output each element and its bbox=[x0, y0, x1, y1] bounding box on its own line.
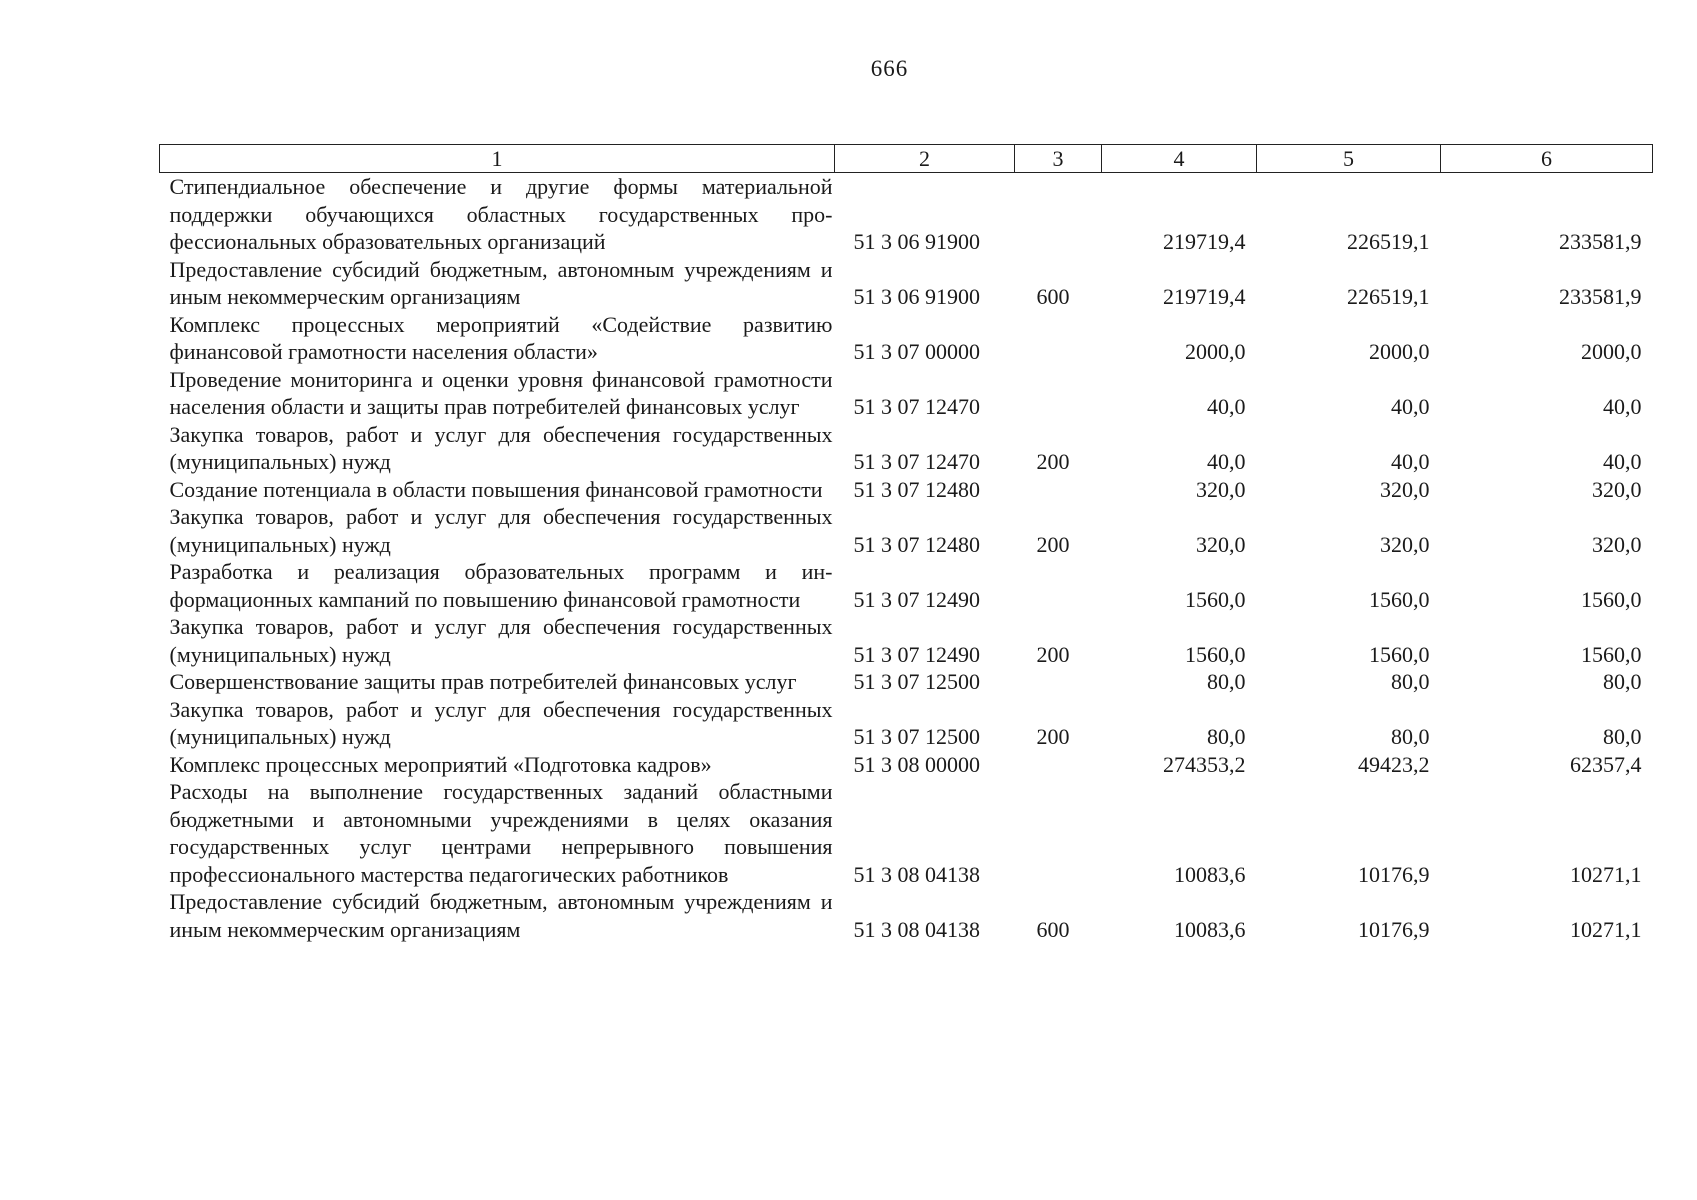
row-amount-4: 219719,4 bbox=[1163, 229, 1246, 254]
row-amount-4: 10083,6 bbox=[1174, 916, 1246, 942]
row-name: Расходы на выполнение государственных заданий областными бюджетными и автономными учреждениями в целях оказания государственных услуг центрами непрерывного повышения профессионального мастерства педагогических работников bbox=[169, 779, 833, 887]
row-amount-4: 219719,4 bbox=[1163, 284, 1246, 309]
column-header-2: 2 bbox=[835, 145, 1015, 173]
row-name: Закупка товаров, работ и услуг для обеспечения государственных (муниципальных) нужд bbox=[169, 696, 833, 749]
column-header-3: 3 bbox=[1015, 145, 1102, 173]
row-amount-4: 10083,6 bbox=[1174, 861, 1246, 887]
row-amount-5: 320,0 bbox=[1380, 476, 1430, 502]
row-name: Комплекс процессных мероприятий «Содействие развитию финансовой грамотности населения области» bbox=[169, 311, 833, 364]
row-amount-5: 226519,1 bbox=[1347, 284, 1430, 309]
column-header-1: 1 bbox=[160, 145, 835, 173]
row-amount-5: 2000,0 bbox=[1369, 339, 1430, 364]
row-amount-6: 80,0 bbox=[1603, 724, 1642, 749]
row-amount-4: 1560,0 bbox=[1185, 586, 1246, 612]
row-name: Совершенствование защиты прав потребителей финансовых услуг bbox=[169, 669, 797, 694]
table-row bbox=[160, 751, 1653, 779]
row-code: 51 3 07 12500 bbox=[853, 724, 980, 749]
row-code: 51 3 06 91900 bbox=[853, 284, 980, 309]
table-row bbox=[160, 256, 1653, 311]
row-amount-5: 320,0 bbox=[1380, 531, 1430, 557]
row-code: 51 3 07 12490 bbox=[853, 586, 980, 612]
row-expense-type bbox=[1015, 366, 1102, 421]
budget-table bbox=[159, 144, 1653, 943]
row-code: 51 3 08 04138 bbox=[853, 916, 980, 942]
row-amount-6: 1560,0 bbox=[1581, 586, 1642, 612]
row-amount-6: 320,0 bbox=[1592, 476, 1642, 502]
row-amount-5: 10176,9 bbox=[1358, 916, 1430, 942]
row-expense-type bbox=[1015, 668, 1102, 696]
row-amount-6: 10271,1 bbox=[1570, 916, 1642, 942]
row-name: Предоставление субсидий бюджетным, автономным учреждениям и иным некоммерческим организациям bbox=[169, 256, 833, 309]
table-row bbox=[160, 503, 1653, 558]
row-code: 51 3 08 00000 bbox=[853, 751, 980, 777]
row-code: 51 3 07 12470 bbox=[853, 394, 980, 419]
row-amount-5: 40,0 bbox=[1391, 394, 1430, 419]
table-row bbox=[160, 366, 1653, 421]
row-expense-type bbox=[1015, 173, 1102, 256]
row-amount-4: 2000,0 bbox=[1185, 339, 1246, 364]
row-amount-6: 40,0 bbox=[1603, 449, 1642, 474]
row-amount-4: 320,0 bbox=[1196, 476, 1246, 502]
column-header-6: 6 bbox=[1441, 145, 1653, 173]
row-expense-type: 600 bbox=[1036, 916, 1070, 942]
table-row bbox=[160, 558, 1653, 613]
row-amount-5: 80,0 bbox=[1391, 669, 1430, 694]
row-code: 51 3 07 12500 bbox=[853, 669, 980, 694]
row-amount-6: 80,0 bbox=[1603, 669, 1642, 694]
row-expense-type: 200 bbox=[1036, 449, 1070, 474]
row-amount-4: 40,0 bbox=[1207, 449, 1246, 474]
row-name: Проведение мониторинга и оценки уровня финансовой грамотности населения области и защиты прав потребителей финансовых услуг bbox=[169, 366, 833, 419]
row-code: 51 3 07 12490 bbox=[853, 641, 980, 667]
row-code: 51 3 07 00000 bbox=[853, 339, 980, 364]
column-header-4: 4 bbox=[1102, 145, 1257, 173]
row-amount-6: 62357,4 bbox=[1570, 751, 1642, 777]
row-amount-6: 40,0 bbox=[1603, 394, 1642, 419]
table-body bbox=[160, 173, 1653, 944]
row-name: Закупка товаров, работ и услуг для обеспечения государственных (муниципальных) нужд bbox=[169, 421, 833, 474]
row-name: Создание потенциала в области повышения финансовой грамотности bbox=[169, 476, 823, 502]
row-expense-type bbox=[1015, 311, 1102, 366]
row-amount-6: 2000,0 bbox=[1581, 339, 1642, 364]
row-amount-6: 320,0 bbox=[1592, 531, 1642, 557]
row-name: Комплекс процессных мероприятий «Подготовка кадров» bbox=[169, 751, 712, 777]
table-row bbox=[160, 421, 1653, 476]
row-amount-4: 80,0 bbox=[1207, 724, 1246, 749]
row-code: 51 3 08 04138 bbox=[853, 861, 980, 887]
row-amount-4: 1560,0 bbox=[1185, 641, 1246, 667]
row-code: 51 3 06 91900 bbox=[853, 229, 980, 254]
table-row bbox=[160, 613, 1653, 668]
row-code: 51 3 07 12480 bbox=[853, 531, 980, 557]
table-row bbox=[160, 888, 1653, 943]
row-code: 51 3 07 12480 bbox=[853, 476, 980, 502]
table-row bbox=[160, 696, 1653, 751]
row-expense-type bbox=[1015, 476, 1102, 504]
row-amount-4: 80,0 bbox=[1207, 669, 1246, 694]
row-name: Закупка товаров, работ и услуг для обеспечения государственных (муниципальных) нужд bbox=[169, 504, 833, 557]
row-expense-type: 200 bbox=[1036, 641, 1070, 667]
row-expense-type: 600 bbox=[1036, 284, 1070, 309]
row-expense-type bbox=[1015, 558, 1102, 613]
table-row bbox=[160, 173, 1653, 256]
row-amount-4: 274353,2 bbox=[1163, 751, 1246, 777]
row-amount-5: 226519,1 bbox=[1347, 229, 1430, 254]
row-amount-5: 40,0 bbox=[1391, 449, 1430, 474]
row-name: Закупка товаров, работ и услуг для обеспечения государственных (муниципальных) нужд bbox=[169, 614, 833, 667]
table-row bbox=[160, 476, 1653, 504]
table-row bbox=[160, 311, 1653, 366]
row-expense-type: 200 bbox=[1036, 724, 1070, 749]
row-amount-6: 1560,0 bbox=[1581, 641, 1642, 667]
table-row bbox=[160, 778, 1653, 888]
row-amount-6: 233581,9 bbox=[1559, 229, 1642, 254]
row-code: 51 3 07 12470 bbox=[853, 449, 980, 474]
row-expense-type bbox=[1015, 778, 1102, 888]
row-name: Разработка и реализация образовательных программ и информационных кампаний по повышению финансовой грамотности bbox=[169, 559, 833, 612]
column-header-5: 5 bbox=[1257, 145, 1441, 173]
row-amount-4: 320,0 bbox=[1196, 531, 1246, 557]
row-name: Стипендиальное обеспечение и другие формы материальной поддержки обучающихся областных государственных профессиональных образовательных организаций bbox=[169, 174, 833, 254]
row-expense-type bbox=[1015, 751, 1102, 779]
row-amount-6: 233581,9 bbox=[1559, 284, 1642, 309]
row-name: Предоставление субсидий бюджетным, автономным учреждениям и иным некоммерческим организациям bbox=[169, 889, 833, 942]
page-number: 666 bbox=[870, 56, 909, 81]
header-row bbox=[160, 145, 1653, 173]
row-amount-5: 10176,9 bbox=[1358, 861, 1430, 887]
row-amount-5: 49423,2 bbox=[1358, 751, 1430, 777]
row-amount-5: 1560,0 bbox=[1369, 641, 1430, 667]
row-amount-6: 10271,1 bbox=[1570, 861, 1642, 887]
table-row bbox=[160, 668, 1653, 696]
row-expense-type: 200 bbox=[1036, 531, 1070, 557]
row-amount-4: 40,0 bbox=[1207, 394, 1246, 419]
row-amount-5: 1560,0 bbox=[1369, 586, 1430, 612]
row-amount-5: 80,0 bbox=[1391, 724, 1430, 749]
table-header bbox=[160, 145, 1653, 173]
